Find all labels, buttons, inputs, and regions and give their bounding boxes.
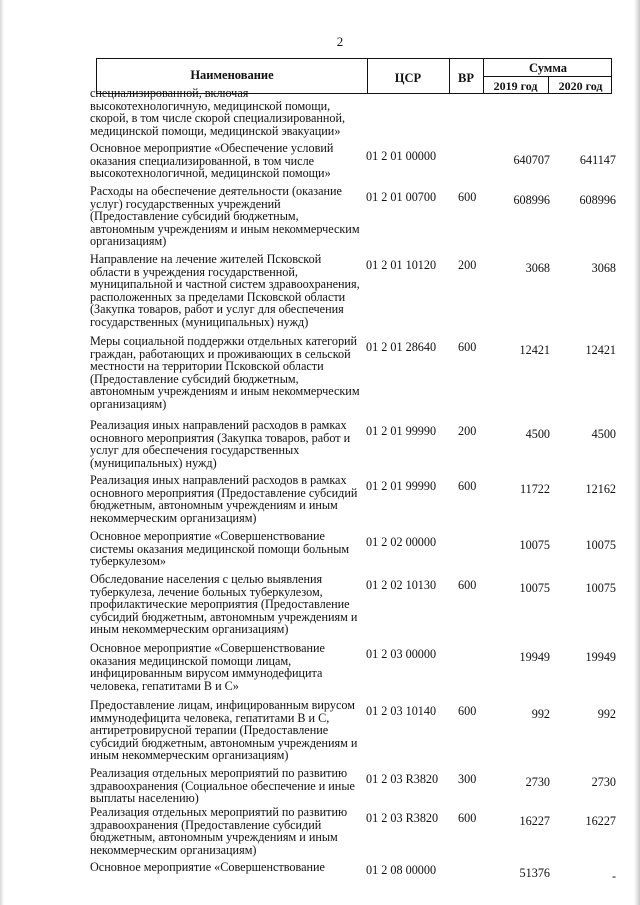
- row-vr: 600: [458, 704, 477, 718]
- row-vr: 600: [458, 190, 477, 204]
- row-name: Меры социальной поддержки отдельных категорий граждан, работающих и проживающих в сельской местности на территории Псковской области (Предоставление субсидий бюджетным, автономным учреждениям и иным некоммерческим организациям): [90, 334, 360, 411]
- row-vr: 600: [458, 578, 477, 592]
- row-sum-2020: 10075: [585, 538, 616, 552]
- row-sum-2020: 4500: [591, 427, 616, 441]
- row-csr: 01 2 02 00000: [366, 535, 437, 549]
- row-sum-2020: 992: [597, 707, 616, 721]
- row-csr: 01 2 01 00000: [366, 149, 437, 163]
- row-sum-2020: 19949: [585, 650, 616, 664]
- row-csr: 01 2 02 10130: [366, 578, 437, 592]
- row-sum-2019: 4500: [525, 427, 550, 441]
- row-name: Реализация отдельных мероприятий по развитию здравоохранения (Социальное обеспечение и иные выплаты населению): [90, 766, 355, 806]
- row-sum-2019: 51376: [519, 866, 550, 880]
- row-name: специализированной, включая высокотехнологичную, медицинской помощи, скорой, в том числе скорой специализированной, медицинской помощи, медицинской эвакуации»: [90, 86, 346, 138]
- row-sum-2020: 12421: [585, 343, 616, 357]
- row-csr: 01 2 01 99990: [366, 424, 437, 438]
- row-vr: 200: [458, 424, 477, 438]
- row-csr: 01 2 08 00000: [366, 863, 437, 877]
- row-name: Основное мероприятие «Совершенствование системы оказания медицинской помощи больным туберкулезом»: [90, 529, 350, 569]
- row-name: Предоставление лицам, инфицированным вирусом иммунодефицита человека, гепатитами B и C, антиретровирусной терапии (Предоставление субсидий бюджетным, автономным учреждениям и иным некоммерческим организациям): [90, 698, 358, 763]
- row-csr: 01 2 03 R3820: [366, 772, 439, 786]
- row-sum-2019: 10075: [519, 581, 550, 595]
- row-vr: 300: [458, 772, 477, 786]
- row-name: Основное мероприятие «Обеспечение условий оказания специализированной, в том числе высокотехнологичной, медицинской помощи»: [90, 141, 334, 181]
- row-sum-2020: 12162: [585, 482, 616, 496]
- row-name: Расходы на обеспечение деятельности (оказание услуг) государственных учреждений (Предоставление субсидий бюджетным, автономным учреждениям и иным некоммерческим организациям): [90, 184, 360, 249]
- row-csr: 01 2 03 R3820: [366, 811, 439, 825]
- row-name: Реализация иных направлений расходов в рамках основного мероприятия (Закупка товаров, работ и услуг для обеспечения государственных (муниципальных) нужд): [90, 418, 351, 470]
- row-sum-2020: 2730: [591, 775, 616, 789]
- row-sum-2020: 3068: [591, 261, 616, 275]
- row-csr: 01 2 01 10120: [366, 258, 437, 272]
- row-vr: 600: [458, 340, 477, 354]
- header-name: Наименование: [190, 68, 274, 82]
- row-name: Реализация иных направлений расходов в рамках основного мероприятия (Предоставление субсидий бюджетным, автономным учреждениям и иным некоммерческим организациям): [90, 473, 358, 525]
- row-sum-2019: 11722: [519, 482, 550, 496]
- row-name: Основное мероприятие «Совершенствование оказания медицинской помощи лицам, инфицированным вирусом иммунодефицита человека, гепатитами B и C»: [90, 641, 325, 693]
- row-sum-2020: -: [611, 869, 616, 883]
- row-sum-2020: 16227: [585, 814, 616, 828]
- row-sum-2020: 10075: [585, 581, 616, 595]
- page-number: 2: [336, 34, 344, 49]
- header-divider: [483, 76, 611, 77]
- scan-edge-left: [0, 0, 4, 905]
- row-sum-2019: 2730: [525, 775, 550, 789]
- row-csr: 01 2 03 10140: [366, 704, 437, 718]
- header-vr: ВР: [458, 71, 474, 85]
- row-sum-2019: 640707: [513, 153, 550, 167]
- header-year-2020: 2020 год: [558, 79, 603, 93]
- header-year-2019: 2019 год: [493, 79, 538, 93]
- row-name: Направление на лечение жителей Псковской области в учреждения государственной, муниципальной и частной систем здравоохранения, расположенных за пределами Псковской области (Закупка товаров, работ и услуг для обеспечения государственных (муниципальных) нужд): [90, 252, 360, 329]
- row-vr: 600: [458, 479, 477, 493]
- row-vr: 200: [458, 258, 477, 272]
- row-sum-2019: 16227: [519, 814, 550, 828]
- row-csr: 01 2 01 00700: [366, 190, 437, 204]
- row-sum-2019: 19949: [519, 650, 550, 664]
- row-sum-2020: 641147: [579, 153, 616, 167]
- row-sum-2019: 992: [531, 707, 550, 721]
- row-name: Обследование населения с целью выявления туберкулеза, лечение больных туберкулезом, профилактические мероприятия (Предоставление субсидий бюджетным, автономным учреждениям и иным некоммерческим организациям): [90, 572, 358, 637]
- row-csr: 01 2 01 28640: [366, 340, 437, 354]
- row-sum-2019: 10075: [519, 538, 550, 552]
- row-sum-2019: 3068: [525, 261, 550, 275]
- header-csr: ЦСР: [394, 71, 422, 85]
- row-csr: 01 2 01 99990: [366, 479, 437, 493]
- row-sum-2019: 12421: [519, 343, 550, 357]
- row-sum-2019: 608996: [513, 193, 550, 207]
- header-sum: Сумма: [529, 61, 567, 75]
- row-sum-2020: 608996: [579, 193, 616, 207]
- row-name: Основное мероприятие «Совершенствование: [90, 860, 325, 874]
- row-name: Реализация отдельных мероприятий по развитию здравоохранения (Предоставление субсидий бюджетным, автономным учреждениям и иным некоммерческим организациям): [90, 805, 348, 857]
- row-vr: 600: [458, 811, 477, 825]
- row-csr: 01 2 03 00000: [366, 647, 437, 661]
- scan-edge-right: [634, 0, 640, 905]
